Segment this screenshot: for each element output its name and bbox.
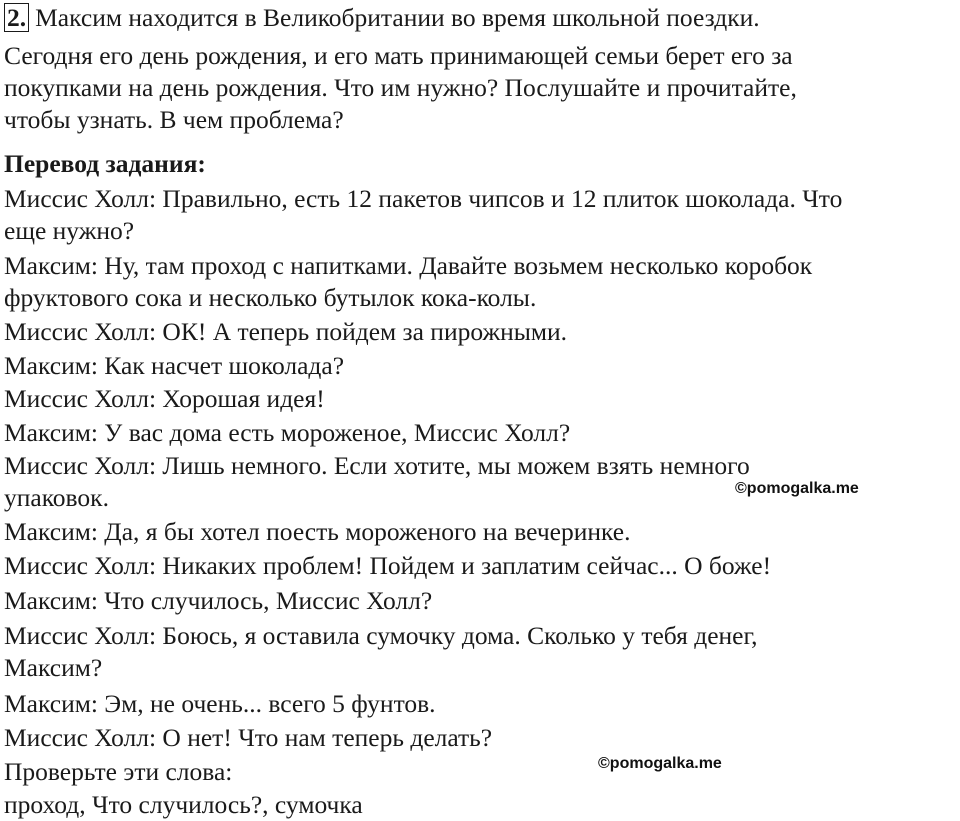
task-line-1 bbox=[4, 2, 760, 34]
watermark: ©pomogalka.me bbox=[598, 755, 722, 772]
dialogue-line: Миссис Холл: Никаких проблем! Пойдем и заплатим сейчас... О боже! bbox=[4, 551, 772, 580]
dialogue-line: Максим: Что случилось, Миссис Холл? bbox=[4, 586, 433, 615]
dialogue-line: Миссис Холл: ОК! А теперь пойдем за пирожными. bbox=[4, 317, 568, 346]
dialogue-line: Миссис Холл: Правильно, есть 12 пакетов чипсов и 12 плиток шоколада. Что bbox=[4, 184, 843, 213]
dialogue-line: Максим: У вас дома есть мороженое, Миссис Холл? bbox=[4, 418, 571, 447]
dialogue-line: Миссис Холл: О нет! Что нам теперь делать? bbox=[4, 723, 493, 752]
dialogue-line: еще нужно? bbox=[4, 216, 135, 245]
dialogue-line: Максим: Как насчет шоколада? bbox=[4, 351, 345, 380]
dialogue-line: Миссис Холл: Хорошая идея! bbox=[4, 384, 325, 413]
dialogue-line: Максим: Эм, не очень... всего 5 фунтов. bbox=[4, 689, 436, 718]
task-line-4: чтобы узнать. В чем проблема? bbox=[4, 105, 344, 134]
translation-heading: Перевод задания: bbox=[4, 149, 206, 178]
task-text: Максим находится в Великобритании во время школьной поездки. bbox=[35, 3, 760, 32]
task-line-2: Сегодня его день рождения, и его мать принимающей семьи берет его за bbox=[4, 41, 793, 70]
dialogue-line: фруктового сока и несколько бутылок кока-колы. bbox=[4, 283, 537, 312]
check-words-list: проход, Что случилось?, сумочка bbox=[4, 790, 363, 819]
watermark: ©pomogalka.me bbox=[735, 480, 859, 497]
dialogue-line: Максим: Ну, там проход с напитками. Давайте возьмем несколько коробок bbox=[4, 251, 813, 280]
dialogue-line: Миссис Холл: Лишь немного. Если хотите, мы можем взять немного bbox=[4, 451, 750, 480]
dialogue-line: Миссис Холл: Боюсь, я оставила сумочку дома. Сколько у тебя денег, bbox=[4, 621, 758, 650]
dialogue-line: Максим: Да, я бы хотел поесть мороженого на вечеринке. bbox=[4, 517, 631, 546]
task-number: 2. bbox=[4, 3, 29, 32]
task-line-3: покупками на день рождения. Что им нужно? Послушайте и прочитайте, bbox=[4, 73, 797, 102]
check-words-label: Проверьте эти слова: bbox=[4, 757, 233, 786]
dialogue-line: Максим? bbox=[4, 653, 103, 682]
dialogue-line: упаковок. bbox=[4, 483, 109, 512]
